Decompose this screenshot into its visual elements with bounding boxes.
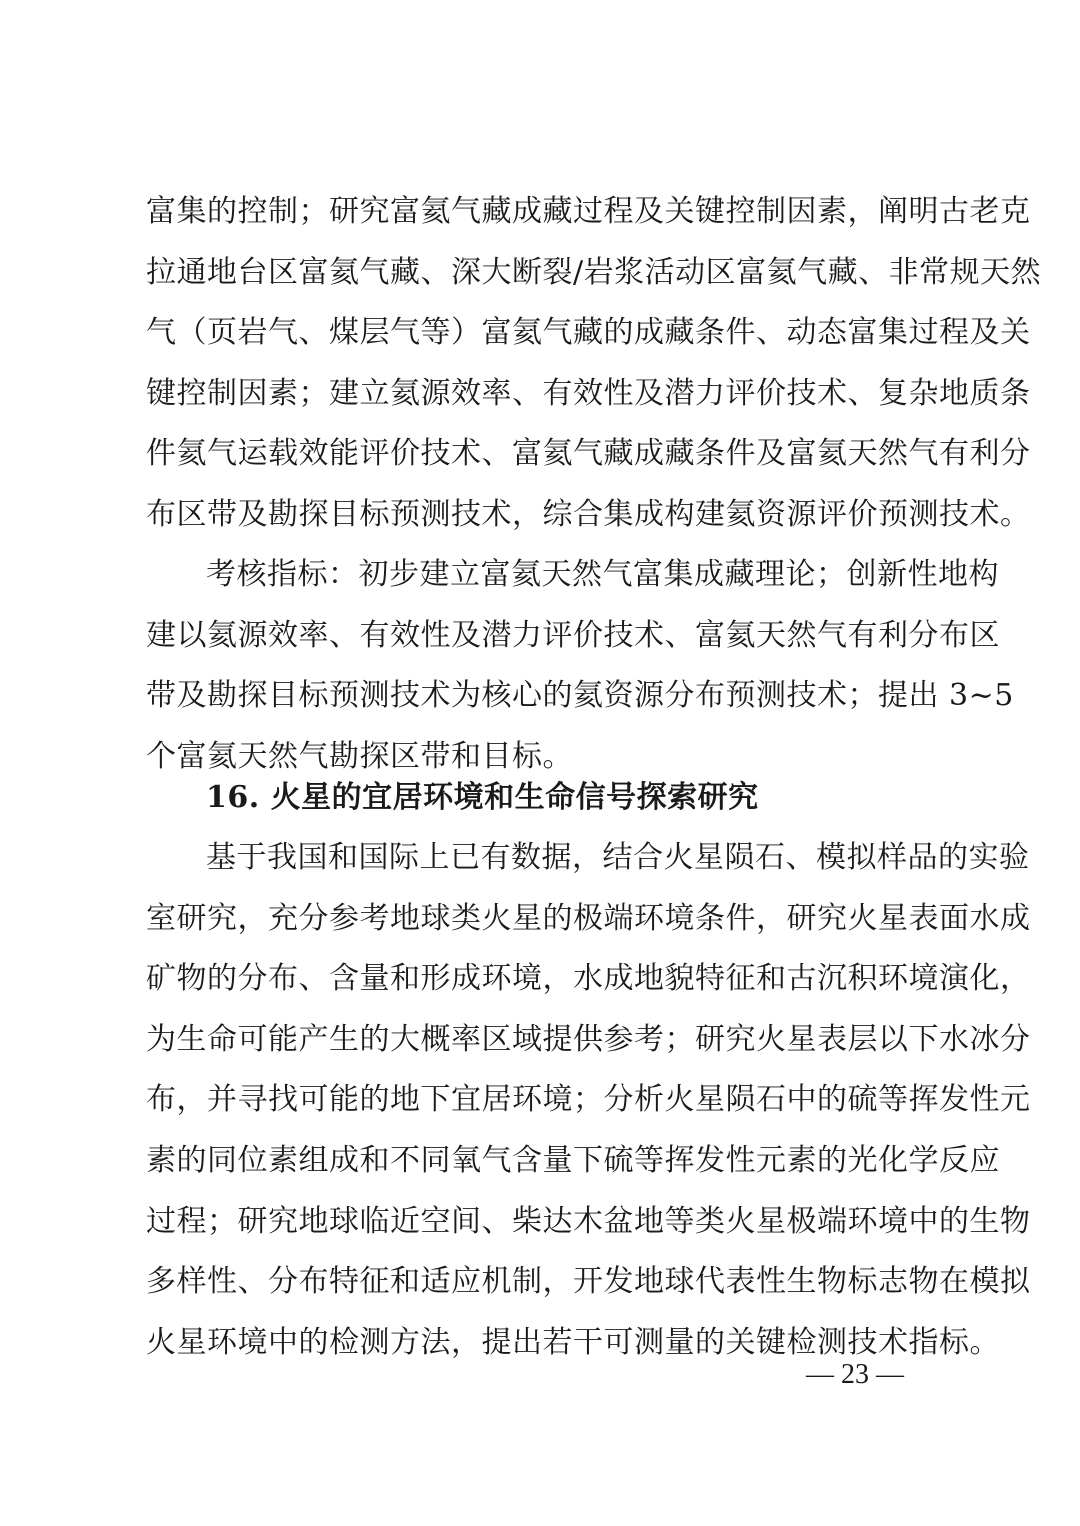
text-line: 基于我国和国际上已有数据，结合火星陨石、模拟样品的实验	[206, 840, 1030, 875]
text-line: 气（页岩气、煤层气等）富氦气藏的成藏条件、动态富集过程及关	[146, 315, 1031, 351]
text-line: 过程；研究地球临近空间、柴达木盆地等类火星极端环境中的生物	[146, 1203, 1031, 1239]
text-line: 为生命可能产生的大概率区域提供参考；研究火星表层以下水冰分	[146, 1021, 1031, 1057]
text-line: 矿物的分布、含量和形成环境，水成地貌特征和古沉积环境演化，	[146, 961, 1031, 997]
text-line: 火星环境中的检测方法，提出若干可测量的关键检测技术指标。	[146, 1324, 1000, 1360]
text-line: 拉通地台区富氦气藏、深大断裂/岩浆活动区富氦气藏、非常规天然	[146, 254, 1042, 290]
text-line: 带及勘探目标预测技术为核心的氦资源分布预测技术；提出 3~5	[146, 678, 1014, 714]
text-line: 考核指标：初步建立富氦天然气富集成藏理论；创新性地构	[206, 557, 999, 592]
text-line: 件氦气运载效能评价技术、富氦气藏成藏条件及富氦天然气有利分	[146, 436, 1031, 472]
text-line: 多样性、分布特征和适应机制，开发地球代表性生物标志物在模拟	[146, 1264, 1031, 1300]
text-line: 布区带及勘探目标预测技术，综合集成构建氦资源评价预测技术。	[146, 496, 1031, 532]
page-number: — 23 —	[806, 1359, 904, 1390]
text-line: 素的同位素组成和不同氧气含量下硫等挥发性元素的光化学反应	[146, 1142, 1000, 1178]
section-heading: 16. 火星的宜居环境和生命信号探索研究	[206, 780, 759, 815]
text-line: 键控制因素；建立氦源效率、有效性及潜力评价技术、复杂地质条	[146, 375, 1031, 411]
text-line: 建以氦源效率、有效性及潜力评价技术、富氦天然气有利分布区	[146, 617, 1000, 653]
paragraph-mars-research	[146, 828, 1031, 1373]
paragraph-assessment-indicators	[146, 545, 1014, 787]
paragraph-helium-research	[146, 182, 1042, 546]
text-line: 布，并寻找可能的地下宜居环境；分析火星陨石中的硫等挥发性元	[146, 1082, 1031, 1118]
text-line: 个富氦天然气勘探区带和目标。	[146, 738, 573, 774]
text-line: 室研究，充分参考地球类火星的极端环境条件，研究火星表面水成	[146, 900, 1031, 936]
section-heading-16	[146, 768, 938, 829]
text-line: 富集的控制；研究富氦气藏成藏过程及关键控制因素，阐明古老克	[146, 194, 1031, 229]
